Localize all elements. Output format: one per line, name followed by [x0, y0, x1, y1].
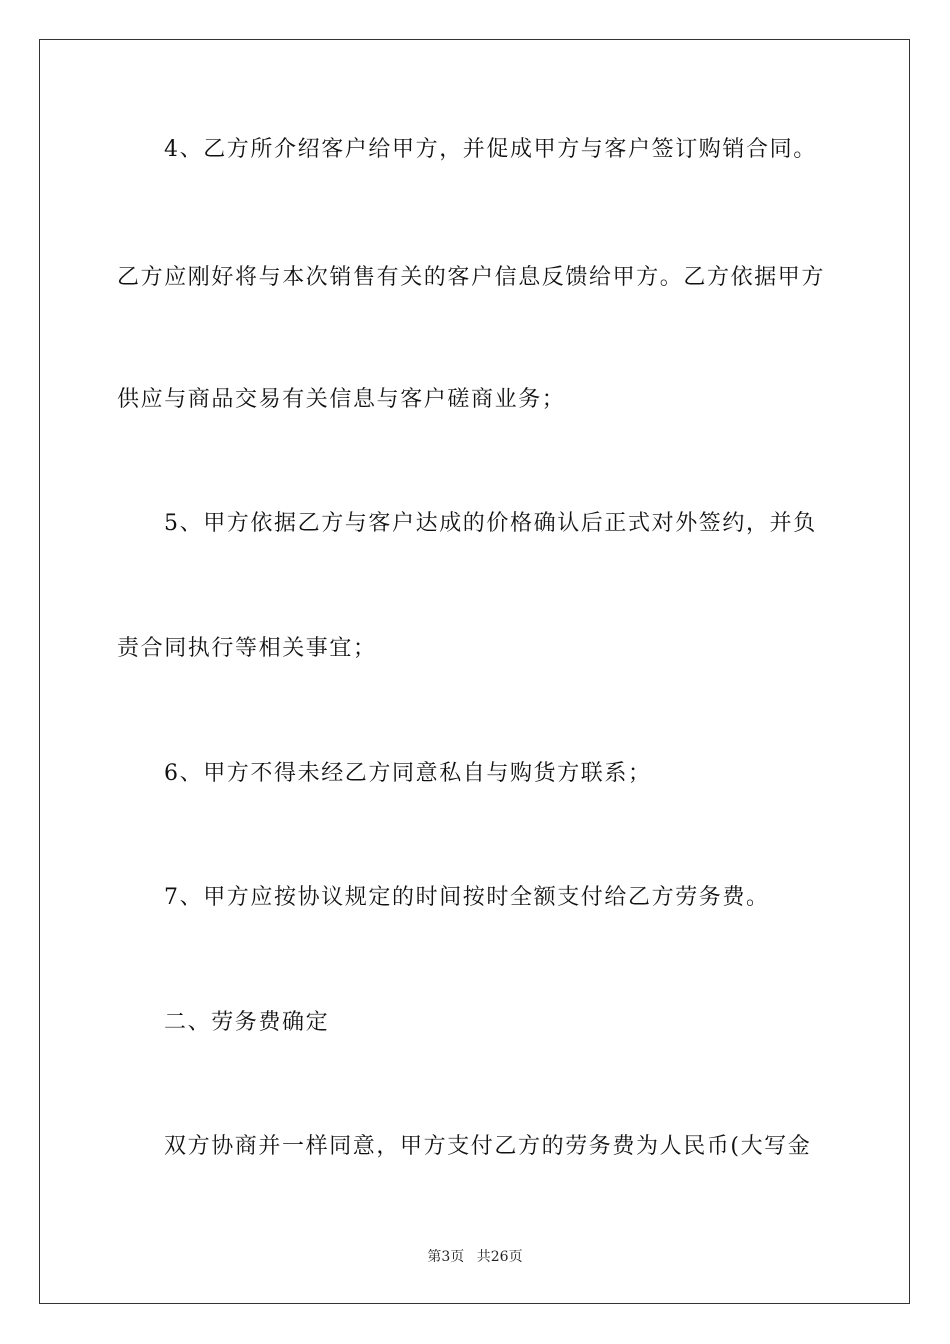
- paragraph-line: 5、甲方依据乙方与客户达成的价格确认后正式对外签约，并负: [164, 511, 817, 536]
- paragraph-line: 乙方应刚好将与本次销售有关的客户信息反馈给甲方。乙方依据甲方: [117, 265, 826, 290]
- paragraph-line: 责合同执行等相关事宜；: [117, 636, 377, 661]
- paragraph-line: 7、甲方应按协议规定的时间按时全额支付给乙方劳务费。: [164, 885, 770, 910]
- paragraph-line: 4、乙方所介绍客户给甲方，并促成甲方与客户签订购销合同。: [164, 137, 817, 162]
- paragraph-line: 6、甲方不得未经乙方同意私自与购货方联系；: [164, 761, 652, 786]
- page-total: 共26页: [476, 1249, 523, 1265]
- section-heading: 二、劳务费确定: [164, 1010, 330, 1035]
- paragraph-line: 供应与商品交易有关信息与客户磋商业务；: [117, 387, 566, 412]
- page-border: [39, 39, 910, 1304]
- paragraph-line: 双方协商并一样同意，甲方支付乙方的劳务费为人民币(大写金: [164, 1134, 812, 1159]
- page-footer: [0, 1246, 950, 1266]
- page-current: 第3页: [427, 1249, 465, 1265]
